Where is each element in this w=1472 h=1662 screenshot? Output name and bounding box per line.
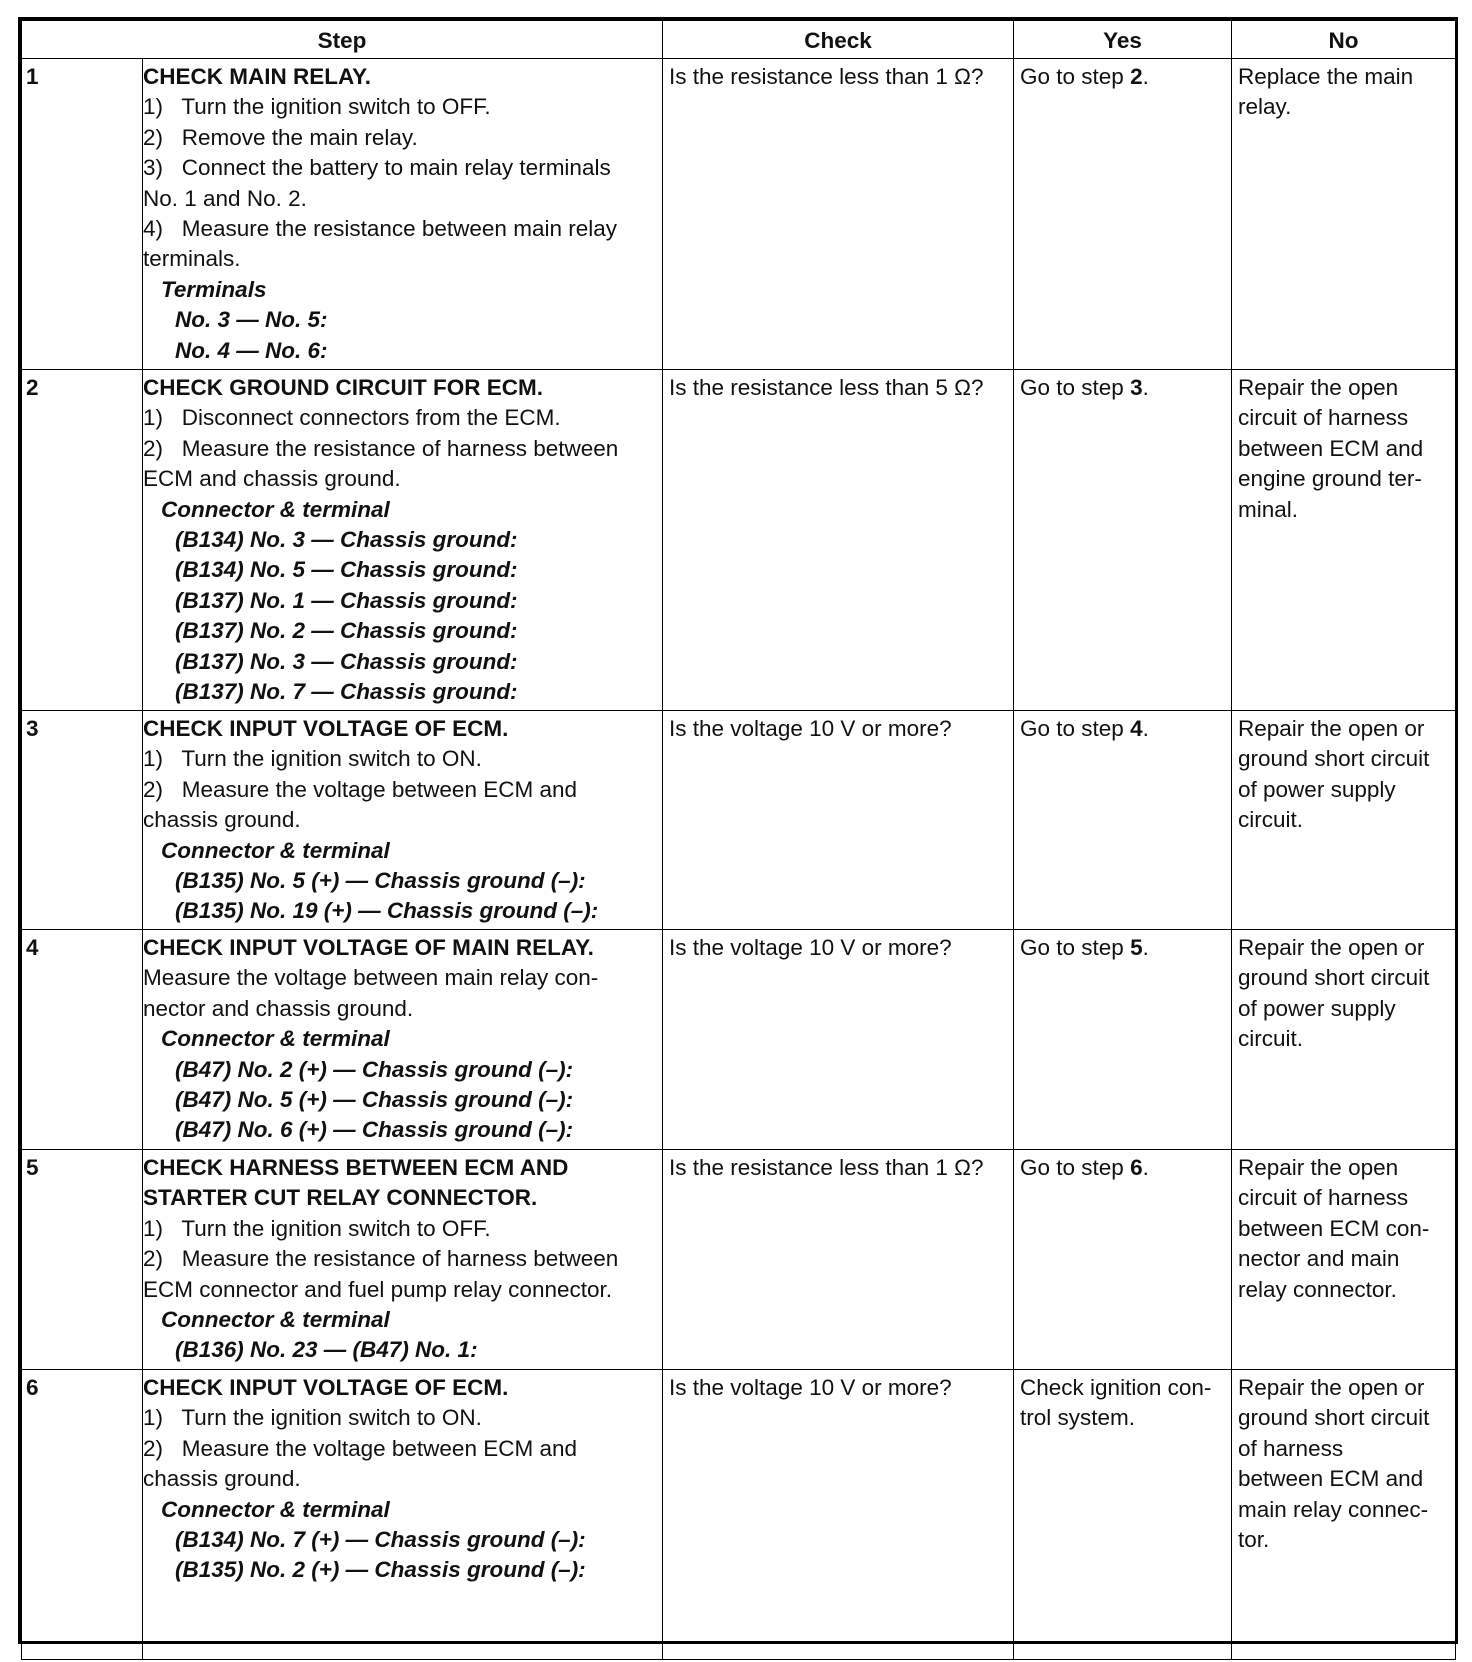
table-row bbox=[22, 1150, 1456, 1370]
step-line: 2) Measure the resistance of harness between bbox=[143, 435, 619, 461]
check-cell: Is the voltage 10 V or more? bbox=[663, 1370, 1014, 1660]
diagnostic-procedure-sheet bbox=[18, 17, 1458, 1644]
step-instructions bbox=[143, 59, 663, 370]
no-line: of power supply bbox=[1238, 995, 1396, 1021]
yes-cell bbox=[1014, 711, 1232, 930]
step-line: chassis ground. bbox=[143, 1466, 301, 1492]
no-line: ground short circuit bbox=[1238, 1405, 1430, 1431]
spec-item: (B135) No. 5 (+) — Chassis ground (–): bbox=[175, 868, 586, 894]
table-row bbox=[22, 370, 1456, 711]
no-line: Repair the open bbox=[1238, 375, 1399, 400]
no-line: between ECM and bbox=[1238, 1466, 1424, 1492]
no-cell bbox=[1232, 711, 1456, 930]
header-check: Check bbox=[663, 21, 1014, 59]
spec-label: Connector & terminal bbox=[161, 1496, 390, 1522]
yes-prefix: Go to step bbox=[1020, 716, 1131, 741]
step-line: 2) Measure the voltage between ECM and bbox=[143, 776, 577, 802]
check-cell: Is the resistance less than 1 Ω? bbox=[663, 59, 1014, 370]
yes-step-number: 3 bbox=[1130, 375, 1143, 400]
spec-item: (B47) No. 2 (+) — Chassis ground (–): bbox=[175, 1056, 574, 1082]
spec-item: (B137) No. 2 — Chassis ground: bbox=[175, 618, 518, 644]
spec-item: (B134) No. 3 — Chassis ground: bbox=[175, 527, 518, 553]
no-cell bbox=[1232, 59, 1456, 370]
step-number: 1 bbox=[22, 59, 143, 370]
yes-cell bbox=[1014, 930, 1232, 1150]
step-line: Measure the voltage between main relay con- bbox=[143, 965, 599, 991]
step-line: 1) Turn the ignition switch to ON. bbox=[143, 1405, 482, 1431]
step-title: CHECK INPUT VOLTAGE OF MAIN RELAY. bbox=[143, 935, 594, 960]
step-title: CHECK INPUT VOLTAGE OF ECM. bbox=[143, 716, 509, 741]
yes-line: Check ignition con- bbox=[1020, 1375, 1212, 1400]
step-line: 1) Disconnect connectors from the ECM. bbox=[143, 405, 561, 431]
spec-label: Connector & terminal bbox=[161, 1026, 390, 1052]
no-line: relay connector. bbox=[1238, 1276, 1397, 1302]
no-line: tor. bbox=[1238, 1527, 1270, 1553]
step-line: 1) Turn the ignition switch to ON. bbox=[143, 746, 482, 772]
step-number: 2 bbox=[22, 370, 143, 711]
no-line: minal. bbox=[1238, 496, 1299, 522]
step-line: No. 1 and No. 2. bbox=[143, 185, 307, 211]
header-row bbox=[22, 21, 1456, 59]
step-line: ECM and chassis ground. bbox=[143, 466, 401, 492]
no-line: ground short circuit bbox=[1238, 965, 1430, 991]
table-row bbox=[22, 59, 1456, 370]
step-line: ECM connector and fuel pump relay connector. bbox=[143, 1276, 613, 1302]
spec-item: (B134) No. 7 (+) — Chassis ground (–): bbox=[175, 1527, 586, 1553]
yes-step-number: 6 bbox=[1130, 1155, 1143, 1180]
step-instructions bbox=[143, 711, 663, 930]
step-line: 2) Measure the voltage between ECM and bbox=[143, 1435, 577, 1461]
yes-suffix: . bbox=[1142, 935, 1149, 960]
header-step: Step bbox=[22, 21, 663, 59]
yes-prefix: Go to step bbox=[1020, 64, 1131, 89]
no-line: Replace the main bbox=[1238, 64, 1414, 89]
step-number: 6 bbox=[22, 1370, 143, 1660]
yes-suffix: . bbox=[1142, 64, 1149, 89]
no-cell bbox=[1232, 1370, 1456, 1660]
check-cell: Is the resistance less than 1 Ω? bbox=[663, 1150, 1014, 1370]
step-instructions bbox=[143, 1150, 663, 1370]
yes-step-number: 5 bbox=[1130, 935, 1143, 960]
step-title: CHECK GROUND CIRCUIT FOR ECM. bbox=[143, 375, 543, 400]
step-line: 1) Turn the ignition switch to OFF. bbox=[143, 1215, 491, 1241]
step-title: CHECK HARNESS BETWEEN ECM AND bbox=[143, 1155, 569, 1180]
no-cell bbox=[1232, 370, 1456, 711]
step-line: 1) Turn the ignition switch to OFF. bbox=[143, 94, 491, 120]
header-yes: Yes bbox=[1014, 21, 1232, 59]
yes-suffix: . bbox=[1142, 375, 1149, 400]
step-instructions bbox=[143, 930, 663, 1150]
no-line: circuit of harness bbox=[1238, 1185, 1409, 1211]
yes-step-number: 2 bbox=[1130, 64, 1143, 89]
no-line: Repair the open or bbox=[1238, 716, 1425, 741]
yes-cell bbox=[1014, 370, 1232, 711]
table-row bbox=[22, 711, 1456, 930]
spec-label: Connector & terminal bbox=[161, 1307, 390, 1333]
spec-item: (B47) No. 5 (+) — Chassis ground (–): bbox=[175, 1087, 574, 1113]
no-line: main relay connec- bbox=[1238, 1496, 1429, 1522]
step-number: 3 bbox=[22, 711, 143, 930]
step-number: 5 bbox=[22, 1150, 143, 1370]
spec-item: (B135) No. 2 (+) — Chassis ground (–): bbox=[175, 1557, 586, 1583]
table-row bbox=[22, 930, 1456, 1150]
yes-line: trol system. bbox=[1020, 1405, 1136, 1431]
step-line: 4) Measure the resistance between main relay bbox=[143, 216, 617, 242]
spec-item: (B137) No. 1 — Chassis ground: bbox=[175, 587, 518, 613]
spec-label: Terminals bbox=[161, 276, 267, 302]
step-title: STARTER CUT RELAY CONNECTOR. bbox=[143, 1185, 538, 1211]
no-line: relay. bbox=[1238, 94, 1292, 120]
step-instructions bbox=[143, 370, 663, 711]
table-row bbox=[22, 1370, 1456, 1660]
diagnostic-table bbox=[21, 20, 1456, 1660]
no-cell bbox=[1232, 1150, 1456, 1370]
yes-suffix: . bbox=[1142, 1155, 1149, 1180]
step-line: 2) Measure the resistance of harness between bbox=[143, 1246, 619, 1272]
spec-item: (B137) No. 3 — Chassis ground: bbox=[175, 648, 518, 674]
spec-item: No. 3 — No. 5: bbox=[175, 307, 328, 333]
step-line: nector and chassis ground. bbox=[143, 995, 414, 1021]
no-line: ground short circuit bbox=[1238, 746, 1430, 772]
no-line: nector and main bbox=[1238, 1246, 1400, 1272]
spec-label: Connector & terminal bbox=[161, 496, 390, 522]
step-title: CHECK INPUT VOLTAGE OF ECM. bbox=[143, 1375, 509, 1400]
step-line: terminals. bbox=[143, 246, 241, 272]
spec-item: (B47) No. 6 (+) — Chassis ground (–): bbox=[175, 1117, 574, 1143]
step-line: chassis ground. bbox=[143, 807, 301, 833]
no-line: circuit. bbox=[1238, 807, 1304, 833]
yes-cell bbox=[1014, 1370, 1232, 1660]
step-title: CHECK MAIN RELAY. bbox=[143, 64, 371, 89]
spec-item: (B134) No. 5 — Chassis ground: bbox=[175, 557, 518, 583]
no-cell bbox=[1232, 930, 1456, 1150]
no-line: circuit. bbox=[1238, 1026, 1304, 1052]
no-line: between ECM and bbox=[1238, 435, 1424, 461]
yes-prefix: Go to step bbox=[1020, 935, 1131, 960]
yes-cell bbox=[1014, 1150, 1232, 1370]
no-line: Repair the open or bbox=[1238, 935, 1425, 960]
spec-item: No. 4 — No. 6: bbox=[175, 337, 328, 363]
step-line: 2) Remove the main relay. bbox=[143, 124, 418, 150]
no-line: of harness bbox=[1238, 1435, 1344, 1461]
spec-label: Connector & terminal bbox=[161, 837, 390, 863]
yes-prefix: Go to step bbox=[1020, 1155, 1131, 1180]
no-line: engine ground ter- bbox=[1238, 466, 1422, 492]
no-line: Repair the open or bbox=[1238, 1375, 1425, 1400]
yes-cell bbox=[1014, 59, 1232, 370]
spec-item: (B137) No. 7 — Chassis ground: bbox=[175, 679, 518, 705]
check-cell: Is the resistance less than 5 Ω? bbox=[663, 370, 1014, 711]
check-cell: Is the voltage 10 V or more? bbox=[663, 711, 1014, 930]
spec-item: (B135) No. 19 (+) — Chassis ground (–): bbox=[175, 898, 599, 924]
check-cell: Is the voltage 10 V or more? bbox=[663, 930, 1014, 1150]
step-number: 4 bbox=[22, 930, 143, 1150]
spec-item: (B136) No. 23 — (B47) No. 1: bbox=[175, 1337, 478, 1363]
no-line: of power supply bbox=[1238, 776, 1396, 802]
step-instructions bbox=[143, 1370, 663, 1660]
header-no: No bbox=[1232, 21, 1456, 59]
step-line: 3) Connect the battery to main relay terminals bbox=[143, 155, 611, 181]
no-line: Repair the open bbox=[1238, 1155, 1399, 1180]
no-line: circuit of harness bbox=[1238, 405, 1409, 431]
no-line: between ECM con- bbox=[1238, 1215, 1430, 1241]
yes-prefix: Go to step bbox=[1020, 375, 1131, 400]
yes-suffix: . bbox=[1142, 716, 1149, 741]
yes-step-number: 4 bbox=[1130, 716, 1143, 741]
